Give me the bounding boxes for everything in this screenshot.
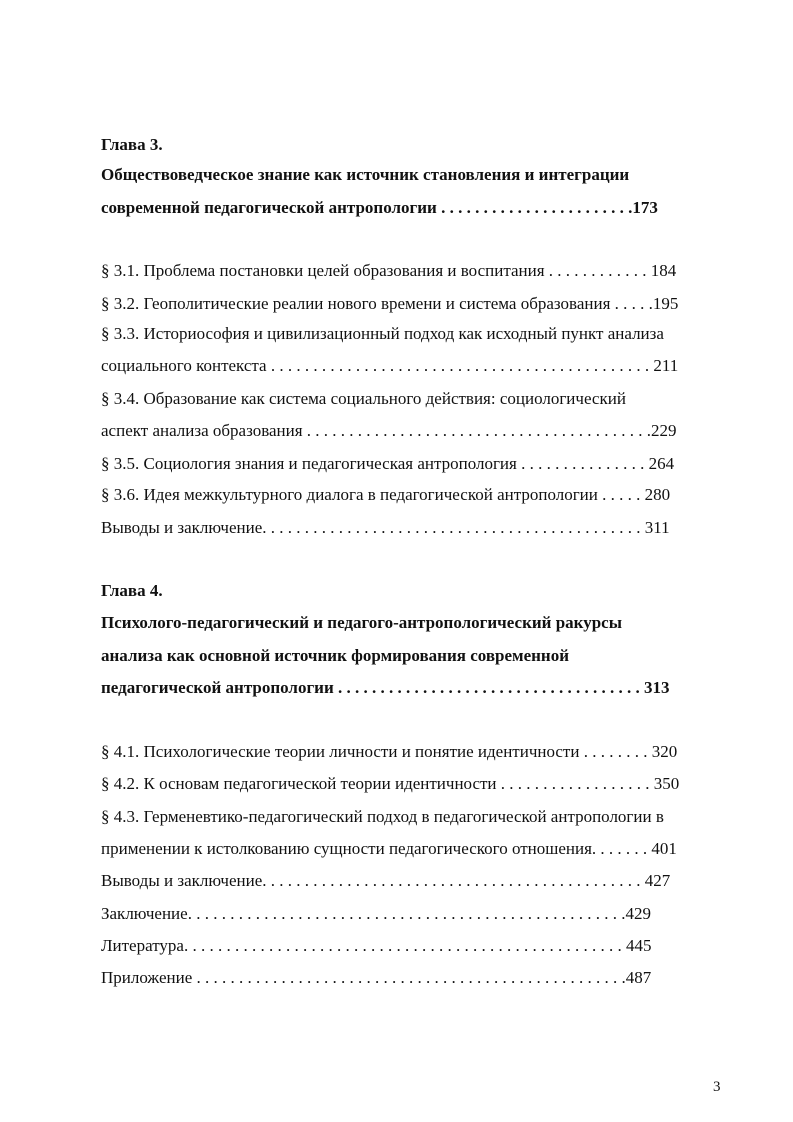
toc-entry-4-conclusions: Выводы и заключение. . . . . . . . . . . . . . . . . . . . . . . . . . . . . . . . . . . . . . . . . . . . . 427 <box>101 871 671 890</box>
toc-entry-3-4-cont: аспект анализа образования . . . . . . . . . . . . . . . . . . . . . . . . . . . . . . . . . . . . . . . . .229 <box>101 421 677 440</box>
toc-entry-appendix: Приложение . . . . . . . . . . . . . . . . . . . . . . . . . . . . . . . . . . . . . . . . . . . . . . . . . . .487 <box>101 968 652 987</box>
toc-entry-3-3: § 3.3. Историософия и цивилизационный подход как исходный пункт анализа <box>101 324 664 343</box>
page-number: 3 <box>713 1079 721 1095</box>
toc-entry-4-1: § 4.1. Психологические теории личности и понятие идентичности . . . . . . . . 320 <box>101 742 678 761</box>
toc-entry-3-6: § 3.6. Идея межкультурного диалога в педагогической антропологии . . . . . 280 <box>101 485 671 504</box>
toc-entry-3-5: § 3.5. Социология знания и педагогическая антропология . . . . . . . . . . . . . . . 264 <box>101 454 675 473</box>
chapter-4-title-line-2: анализа как основной источник формирования современной <box>101 646 570 665</box>
toc-entry-3-2: § 3.2. Геополитические реалии нового времени и система образования . . . . .195 <box>101 294 679 313</box>
toc-entry-4-2: § 4.2. К основам педагогической теории идентичности . . . . . . . . . . . . . . . . . . 350 <box>101 774 680 793</box>
toc-entry-3-4: § 3.4. Образование как система социального действия: социологический <box>101 389 626 408</box>
chapter-4-title-line-1: Психолого-педагогический и педагого-антропологический ракурсы <box>101 613 622 632</box>
toc-entry-literature: Литература. . . . . . . . . . . . . . . . . . . . . . . . . . . . . . . . . . . . . . . . . . . . . . . . . . . . 445 <box>101 936 652 955</box>
toc-entry-3-3-cont: социального контекста . . . . . . . . . . . . . . . . . . . . . . . . . . . . . . . . . . . . . . . . . . . . . 211 <box>101 356 679 375</box>
chapter-4-heading: Глава 4. <box>101 581 163 600</box>
toc-entry-conclusion: Заключение. . . . . . . . . . . . . . . . . . . . . . . . . . . . . . . . . . . . . . . . . . . . . . . . . . . .429 <box>101 904 651 923</box>
chapter-4-title-line-3: педагогической антропологии . . . . . . . . . . . . . . . . . . . . . . . . . . . . . . . . . . . . 313 <box>101 678 670 697</box>
chapter-3-title-line-1: Обществоведческое знание как источник становления и интеграции <box>101 165 630 184</box>
chapter-3-heading: Глава 3. <box>101 135 163 154</box>
chapter-3-title-line-2: современной педагогической антропологии . . . . . . . . . . . . . . . . . . . . . . .173 <box>101 198 658 217</box>
toc-entry-3-1: § 3.1. Проблема постановки целей образования и воспитания . . . . . . . . . . . . 184 <box>101 261 677 280</box>
toc-entry-3-conclusions: Выводы и заключение. . . . . . . . . . . . . . . . . . . . . . . . . . . . . . . . . . . . . . . . . . . . . 311 <box>101 518 670 537</box>
toc-entry-4-3: § 4.3. Герменевтико-педагогический подход в педагогической антропологии в <box>101 807 664 826</box>
toc-entry-4-3-cont: применении к истолкованию сущности педагогического отношения. . . . . . . 401 <box>101 839 677 858</box>
